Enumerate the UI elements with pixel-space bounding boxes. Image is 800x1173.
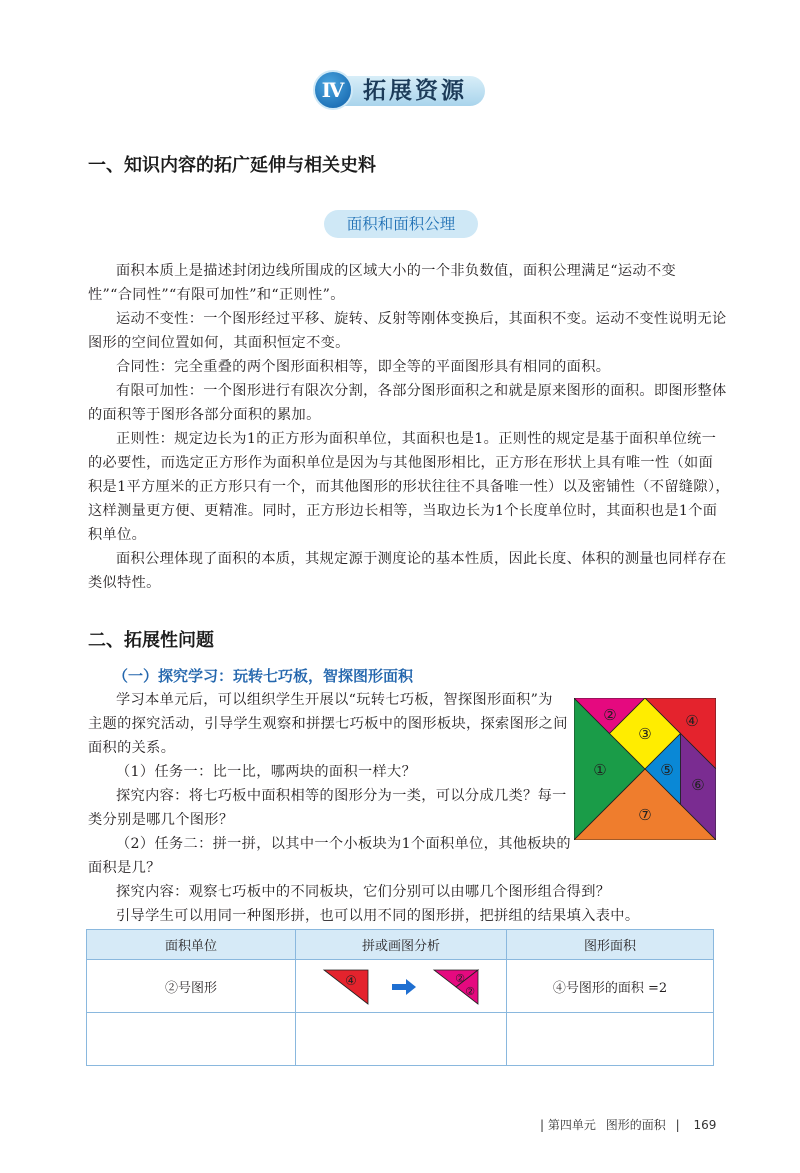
table-header: 面积单位 [87,930,296,960]
section2-line: 面积的关系。 [88,740,176,756]
table-cell-empty [296,1013,507,1066]
table-cell-unit: ②号图形 [87,960,296,1013]
section2-line: （2）任务二：拼一拼，以其中一个小板块为1个面积单位，其他板块的 [116,836,571,852]
banner-title: 拓展资源 [363,78,467,104]
table-cell-empty [507,1013,714,1066]
tangram-label-4: ④ [685,712,699,730]
small-triangle-label: ② [465,985,475,998]
section2-line: （1）任务一：比一比，哪两块的面积一样大？ [116,764,417,780]
table-cell-analysis [296,960,507,1013]
tangram-label-5: ⑤ [660,761,674,779]
footer-divider: | [675,1118,680,1132]
footer-divider: | [540,1118,545,1132]
banner-numeral-badge: Ⅳ [313,70,353,110]
big-triangle-label: ④ [345,974,357,989]
tangram-label-7: ⑦ [638,806,652,824]
paragraph-line: 正则性：规定边长为1的正方形为面积单位，其面积也是1。正则性的规定是基于面积单位统一 [116,431,717,447]
section2-heading: 二、拓展性问题 [88,630,214,651]
analysis-diagram [306,964,496,1008]
paragraph-line: 有限可加性：一个图形进行有限次分割，各部分图形面积之和就是原来图形的面积。即图形整体 [116,383,727,399]
tangram-label-3: ③ [638,725,652,743]
page-number: 169 [693,1118,717,1132]
paragraph-line: 这样测量更方便、更精准。同时，正方形边长相等，当取边长为1个长度单位时，其面积也是1个面 [88,503,718,519]
footer-chapter: 图形的面积 [605,1118,666,1132]
paragraph-line: 性”“合同性”“有限可加性”和“正则性”。 [88,287,345,303]
paragraph-line: 类似特性。 [88,575,161,591]
section2-line: 引导学生可以用同一种图形拼，也可以用不同的图形拼，把拼组的结果填入表中。 [116,908,640,924]
paragraph-line: 合同性：完全重叠的两个图形面积相等，即全等的平面图形具有相同的面积。 [116,359,611,375]
right-arrow-icon [392,979,416,995]
paragraph-line: 积单位。 [88,527,147,543]
table-header-row [87,930,714,960]
section-banner [313,70,485,110]
paragraph-line: 的必要性，而选定正方形作为面积单位是因为与其他图形相比，正方形在形状上具有唯一性（如面 [88,455,714,471]
table-header: 拼或画图分析 [296,930,507,960]
paragraph-line: 积是1平方厘米的正方形只有一个，而其他图形的形状往往不具备唯一性）以及密铺性（不留缝隙）， [88,479,730,495]
results-table [86,929,714,1066]
paragraph-line: 图形的空间位置如何，其面积恒定不变。 [88,335,350,351]
section2-line: 主题的探究活动，引导学生观察和拼摆七巧板中的图形板块，探索图形之间 [88,716,568,732]
table-row [87,960,714,1013]
tangram-figure [574,698,716,840]
table-cell-empty [87,1013,296,1066]
paragraph-line: 面积公理体现了面积的本质，其规定源于测度论的基本性质，因此长度、体积的测量也同样存在 [116,551,727,567]
topic-pill: 面积和面积公理 [324,210,478,238]
table-cell-area: ④号图形的面积 =2 [507,960,714,1013]
table-row [87,1013,714,1066]
paragraph-line: 面积本质上是描述封闭边线所围成的区域大小的一个非负数值，面积公理满足“运动不变 [116,263,677,279]
table-header: 图形面积 [507,930,714,960]
paragraph-line: 运动不变性：一个图形经过平移、旋转、反射等刚体变换后，其面积不变。运动不变性说明无论 [116,311,727,327]
paragraph-line: 的面积等于图形各部分面积的累加。 [88,407,321,423]
section2-subheading: （一）探究学习：玩转七巧板，智探图形面积 [113,667,414,685]
tangram-label-2: ② [603,706,617,724]
footer-unit: 第四单元 [547,1118,596,1132]
body-text [88,259,730,595]
section2-line: 探究内容：将七巧板中面积相等的图形分为一类，可以分成几类？每一 [116,788,567,804]
section2-line: 探究内容：观察七巧板中的不同板块，它们分别可以由哪几个图形组合得到？ [116,884,611,900]
section2-line: 学习本单元后，可以组织学生开展以“玩转七巧板，智探图形面积”为 [116,692,553,708]
tangram-label-1: ① [593,761,607,779]
section2-line: 类分别是哪几个图形？ [88,812,234,828]
section2-line: 面积是几？ [88,860,161,876]
tangram-label-6: ⑥ [691,776,705,794]
section1-heading: 一、知识内容的拓广延伸与相关史料 [88,155,376,176]
page-footer [540,1116,716,1133]
small-triangle-label: ② [455,972,465,985]
